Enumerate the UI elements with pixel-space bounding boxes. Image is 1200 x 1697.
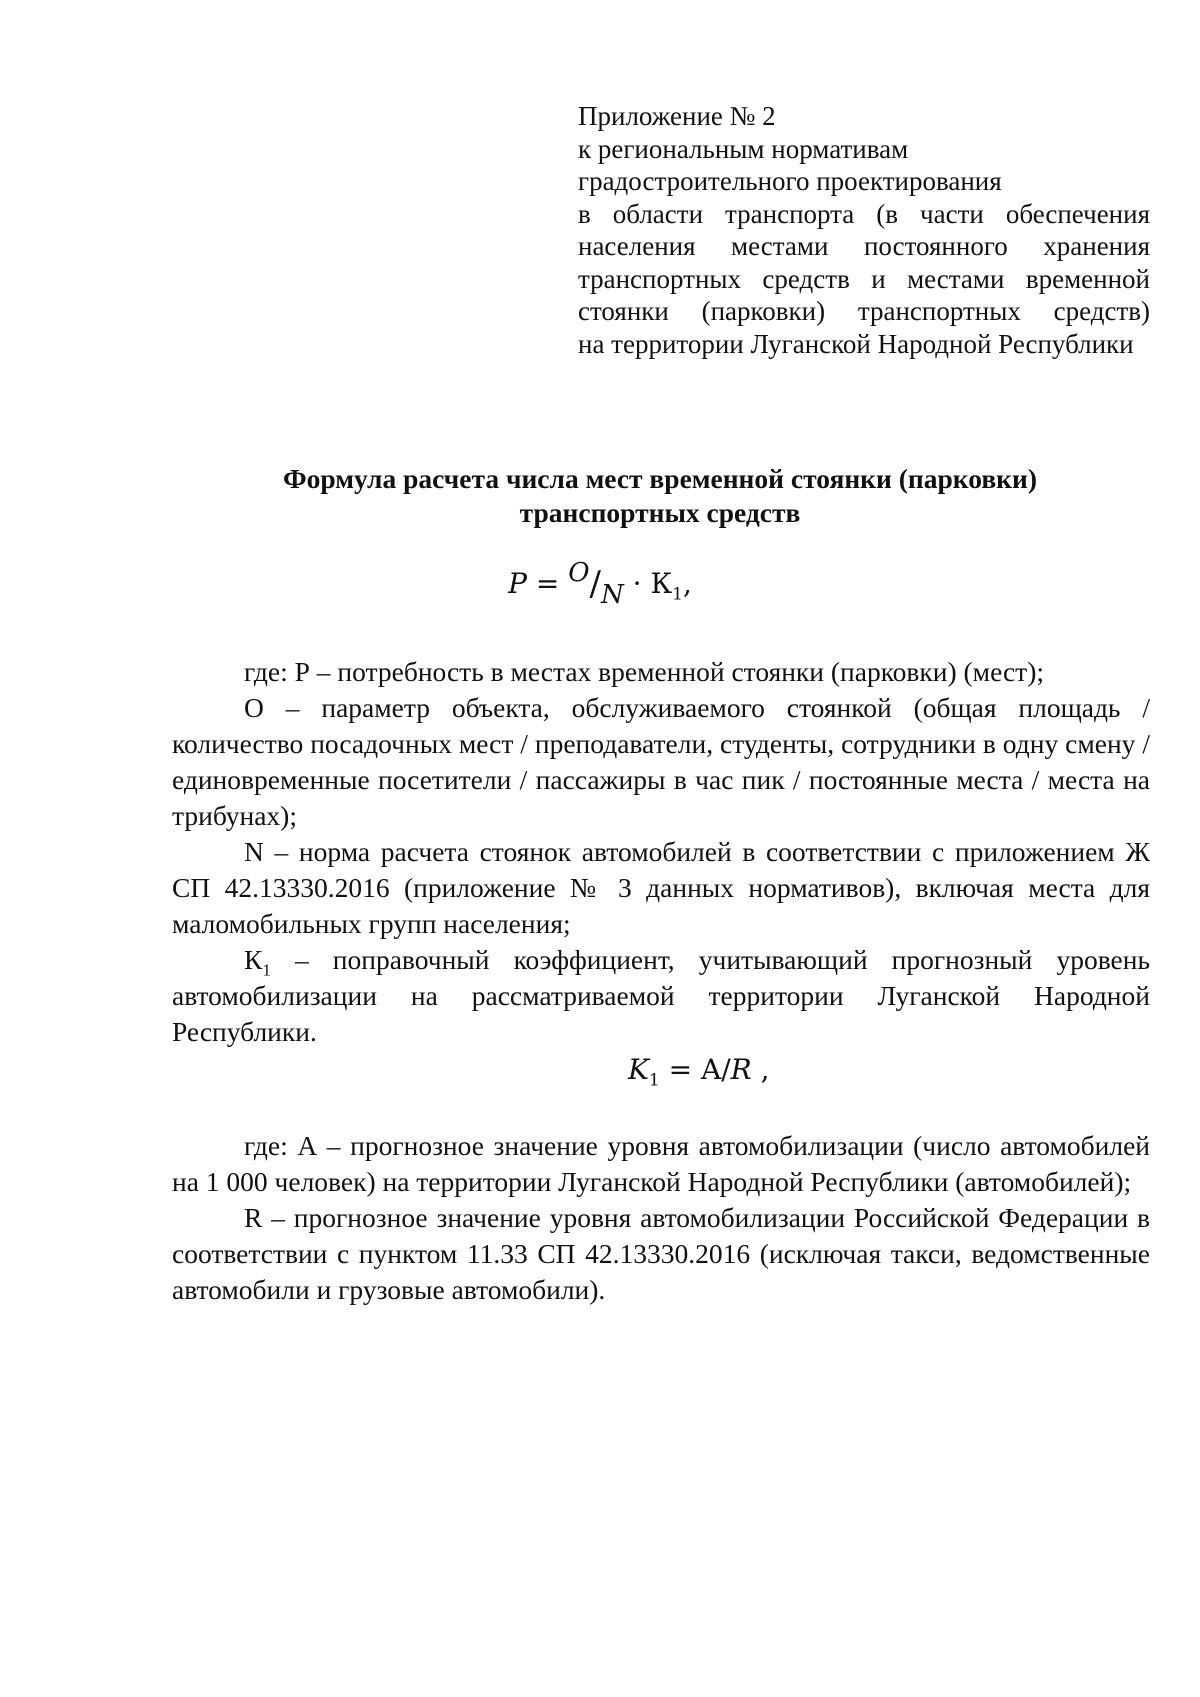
definition-o: О – параметр объекта, обслуживаемого стоянкой (общая площадь / количество посадочных мест / преподаватели, студенты, сотрудники в одну смену / единовременные посетители / пассажиры в час пик / постоянные места / места на трибунах); — [172, 692, 1150, 831]
formula2-rhs: = A/ — [659, 1053, 731, 1086]
formula2-k-sub: 1 — [648, 1070, 660, 1091]
formula2-r: R — [730, 1053, 752, 1086]
formula-k1 — [628, 1050, 828, 1101]
formula-k-sub: 1 — [672, 584, 683, 605]
formula-p: P — [508, 567, 527, 600]
formula-eq: = — [526, 567, 569, 600]
formula-n: N — [601, 580, 624, 610]
title-line-2: транспортных средств — [519, 497, 801, 528]
definition-a: где: А – прогнозное значение уровня автомобилизации (число автомобилей на 1 000 человек) на территории Луганской Народной Республики (автомобилей); — [172, 1130, 1150, 1197]
formula2-tail: , — [751, 1053, 770, 1086]
definition-k1-symbol: К — [244, 944, 263, 975]
definition-r: R – прогнозное значение уровня автомобилизации Российской Федерации в соответствии с пунктом 11.33 СП 42.13330.2016 (исключая такси, ведомственные автомобили и грузовые автомобили). — [172, 1202, 1150, 1305]
definition-k1-sub: 1 — [262, 960, 271, 980]
definitions-block — [172, 654, 1150, 1050]
definition-k1-text: – поправочный коэффициент, учитывающий прогнозный уровень автомобилизации на рассматриваемой территории Луганской Народной Республики. — [172, 944, 1150, 1047]
appendix-header — [578, 100, 1150, 360]
title-line-1: Формула расчета числа мест временной стоянки (парковки) — [282, 463, 1038, 494]
appendix-subtitle-4: на территории Луганской Народной Республики — [578, 328, 1134, 359]
document-title — [170, 462, 1150, 530]
definition-k1 — [172, 942, 1150, 1050]
appendix-subtitle-3: в области транспорта (в части обеспечения населения местами постоянного хранения транспортных средств и местами временной стоянки (парковки) транспортных средств) — [578, 198, 1150, 326]
definition-n: N – норма расчета стоянок автомобилей в соответствии с приложением Ж СП 42.13330.2016 (приложение № 3 данных нормативов), включая места для маломобильных групп населения; — [172, 836, 1150, 939]
appendix-subtitle-1: к региональным нормативам — [578, 133, 909, 164]
appendix-subtitle-2: градостроительного проектирования — [578, 166, 1002, 196]
formula-k: · К — [623, 567, 673, 600]
appendix-number: Приложение № 2 — [578, 101, 776, 131]
formula-tail: , — [682, 567, 692, 600]
formula-slash: / — [589, 564, 602, 604]
formula2-k: K — [628, 1053, 649, 1086]
definitions2-block — [172, 1128, 1150, 1308]
formula-parking-places — [0, 558, 1200, 615]
definition-p: где: Р – потребность в местах временной стоянки (парковки) (мест); — [244, 656, 1044, 687]
formula-o: O — [568, 558, 590, 588]
